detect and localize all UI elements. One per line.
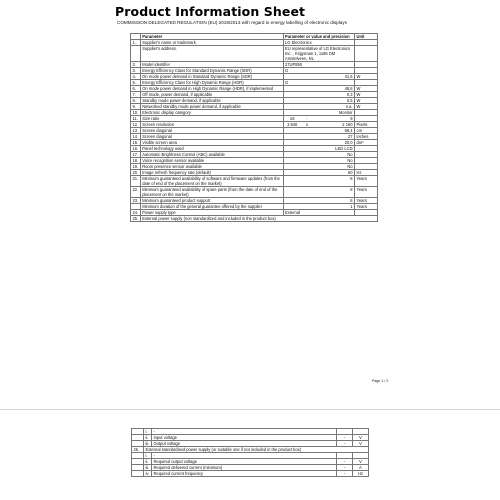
row-parameter: Off mode, power demand, if applicable	[140, 92, 283, 98]
row-parameter: Supplier's address.	[140, 46, 283, 62]
row-value: EU representative of LG Electronics Inc. , Krijgsman 1, 1186 DM Amstelveen, NL	[283, 46, 355, 62]
row-parameter: Minimum duration of the general guarantee offered by the supplier	[140, 204, 283, 210]
row-unit: W	[355, 98, 378, 104]
row-label: -	[151, 429, 336, 435]
header-value: Parameter or value and precision	[283, 34, 355, 40]
row-label: Required current frequency	[151, 471, 336, 477]
row-unit: W	[355, 74, 378, 80]
row-roman: iv.	[143, 471, 151, 477]
row-value: -	[337, 471, 353, 477]
row-unit: Years	[355, 198, 378, 204]
row-unit: dm²	[355, 140, 378, 146]
row-value: No	[283, 164, 355, 170]
row-unit: cm	[355, 128, 378, 134]
row-parameter: Minimum guaranteed availability of spare parts (from the date of end of the placement on the market)	[140, 187, 283, 198]
row-parameter: Networked standby mode power demand, if applicable	[140, 104, 283, 110]
product-info-table	[130, 33, 378, 222]
row-value: 0,3	[283, 92, 355, 98]
row-value: 8	[283, 187, 355, 198]
header-parameter: Parameter	[140, 34, 283, 40]
row-value-sep: :	[301, 116, 313, 122]
row-number: 22.	[131, 187, 141, 198]
row-number: 23.	[132, 198, 139, 203]
row-parameter: Energy Efficiency Class for Standard Dynamic Range (SDR)	[140, 68, 283, 74]
row-number: 10.	[132, 110, 139, 115]
row-value-sep: x	[301, 122, 313, 128]
row-number: 19.	[132, 164, 139, 169]
row-value: -	[337, 435, 353, 441]
page-divider	[0, 409, 500, 410]
row-unit: W	[355, 104, 378, 110]
document-subtitle: COMMISSION DELEGATED REGULATION (EU) 2019/2013 with regard to energy labelling of electronic displays	[117, 20, 347, 25]
row-number: 26.	[132, 447, 144, 453]
row-value-right: 9	[313, 116, 355, 122]
row-parameter: Power supply type	[140, 210, 283, 216]
row-parameter: Visible screen area	[140, 140, 283, 146]
row-value-left: 3 840	[283, 122, 301, 128]
row-value: 20,0	[283, 140, 355, 146]
row-unit: Years	[355, 187, 378, 198]
row-number: 25.	[132, 216, 139, 221]
row-label: Required output voltage	[151, 459, 336, 465]
row-number: 4.	[131, 74, 141, 80]
row-value: LED LCD	[283, 146, 355, 152]
row-unit: V	[353, 459, 369, 465]
row-unit: A	[353, 465, 369, 471]
row-label: Output voltage	[151, 441, 336, 447]
row-parameter: Screen diagonal	[140, 128, 283, 134]
row-parameter: Image refresh frequency rate (default)	[140, 170, 283, 176]
row-parameter: Model identifier	[140, 62, 283, 68]
row-number	[132, 471, 144, 477]
row-roman: iii.	[143, 465, 151, 471]
row-roman: ii.	[143, 435, 151, 441]
table-row	[131, 187, 378, 198]
row-number: 1.	[131, 40, 141, 46]
row-value: 8	[283, 176, 355, 187]
row-number: 14.	[132, 134, 139, 139]
row-number: 2.	[131, 62, 141, 68]
table-row	[131, 46, 378, 62]
row-value: External	[283, 210, 355, 216]
row-number: 8.	[131, 98, 141, 104]
row-unit: V	[353, 435, 369, 441]
row-parameter: Minimum guaranteed product support	[140, 198, 283, 204]
row-value: 31,6	[283, 74, 355, 80]
row-number: 3.	[131, 68, 141, 74]
row-unit: Years	[355, 176, 378, 187]
row-number: 21.	[131, 176, 141, 187]
row-number: 5.	[131, 80, 141, 86]
row-number: 15.	[132, 140, 139, 145]
document-title: Product Information Sheet	[115, 4, 306, 19]
row-parameter: Panel technology used	[140, 146, 283, 152]
row-unit	[355, 46, 378, 62]
row-number	[131, 46, 141, 62]
row-value: 1	[283, 204, 355, 210]
row-label: Input voltage	[151, 435, 336, 441]
row-number: 24.	[132, 210, 139, 215]
row-unit: Years	[355, 204, 378, 210]
row-roman: ii.	[143, 459, 151, 465]
row-parameter: On mode power demand in Standard Dynamic Range (SDR)	[140, 74, 283, 80]
page-number: Page 1 / 2	[372, 379, 389, 383]
row-number: 6.	[131, 86, 141, 92]
header-unit: Unit	[355, 34, 378, 40]
row-parameter: Supplier's name or trademark.	[140, 40, 283, 46]
row-value: -	[337, 459, 353, 465]
row-value: Monitor	[283, 110, 355, 116]
table-row	[131, 216, 378, 222]
row-unit: V	[353, 441, 369, 447]
row-parameter: Screen resolution	[140, 122, 283, 128]
row-parameter: On mode power demand in High Dynamic Range (HDR), if implemented	[140, 86, 283, 92]
row-value: 68,4	[283, 128, 355, 134]
row-value: LG Electronics	[283, 40, 355, 46]
row-unit: Hz	[353, 471, 369, 477]
row-value: 60	[283, 170, 355, 176]
row-number: 11.	[131, 116, 141, 122]
row-parameter: Automatic Brightness Control (ABC) available	[140, 152, 283, 158]
row-value: -	[337, 441, 353, 447]
row-number: 13.	[132, 128, 139, 133]
row-number: 7.	[131, 92, 141, 98]
row-number: 20.	[132, 170, 139, 175]
row-parameter: Size ratio	[140, 116, 283, 122]
power-supply-table	[131, 428, 369, 477]
row-value: No	[283, 152, 355, 158]
row-value: n.a.	[283, 104, 355, 110]
row-roman: iii.	[143, 441, 151, 447]
row-roman: i.	[143, 429, 151, 435]
row-value: 27	[283, 134, 355, 140]
row-value: 48,8	[283, 86, 355, 92]
row-parameter: Standby mode power demand, if applicable	[140, 98, 283, 104]
row-full-text: External power supply (non standardized and included in the product box)	[140, 216, 377, 222]
row-number: 12.	[132, 122, 139, 127]
row-label: Required delivered current (minimum)	[151, 465, 336, 471]
row-value: 27UP850	[283, 62, 355, 68]
row-value: 8	[283, 198, 355, 204]
row-value: -	[337, 465, 353, 471]
row-parameter: Screen diagonal	[140, 134, 283, 140]
table-row	[132, 471, 369, 477]
row-number: 9.	[131, 104, 141, 110]
row-value-right: 2 160	[313, 122, 355, 128]
table-row	[131, 176, 378, 187]
row-value: G	[283, 80, 355, 86]
row-unit: Hz	[355, 170, 378, 176]
row-number: 16.	[132, 146, 139, 151]
row-parameter: Minimum guaranteed availability of software and firmware updates (from the date of end of the placement on the market)	[140, 176, 283, 187]
row-unit: Pixels	[355, 122, 378, 128]
row-label: -	[151, 453, 336, 459]
row-number: 17.	[132, 152, 139, 157]
row-value-left: 16	[283, 116, 301, 122]
row-parameter: Electronic display category	[140, 110, 283, 116]
row-number: 18.	[132, 158, 139, 163]
row-parameter: Room presence sensor available	[140, 164, 283, 170]
row-unit: inches	[355, 134, 378, 140]
row-parameter: Energy Efficiency Class for High Dynamic Range (HDR)	[140, 80, 283, 86]
row-value: 0,5	[283, 98, 355, 104]
row-full-text: External standardised power supply (or suitable one if not included in the product box)	[143, 447, 368, 453]
row-parameter: Voice recognition sensor available	[140, 158, 283, 164]
row-unit: W	[355, 92, 378, 98]
row-unit: W	[355, 86, 378, 92]
row-value: No	[283, 158, 355, 164]
row-value: G	[283, 68, 355, 74]
row-roman: i.	[143, 453, 151, 459]
